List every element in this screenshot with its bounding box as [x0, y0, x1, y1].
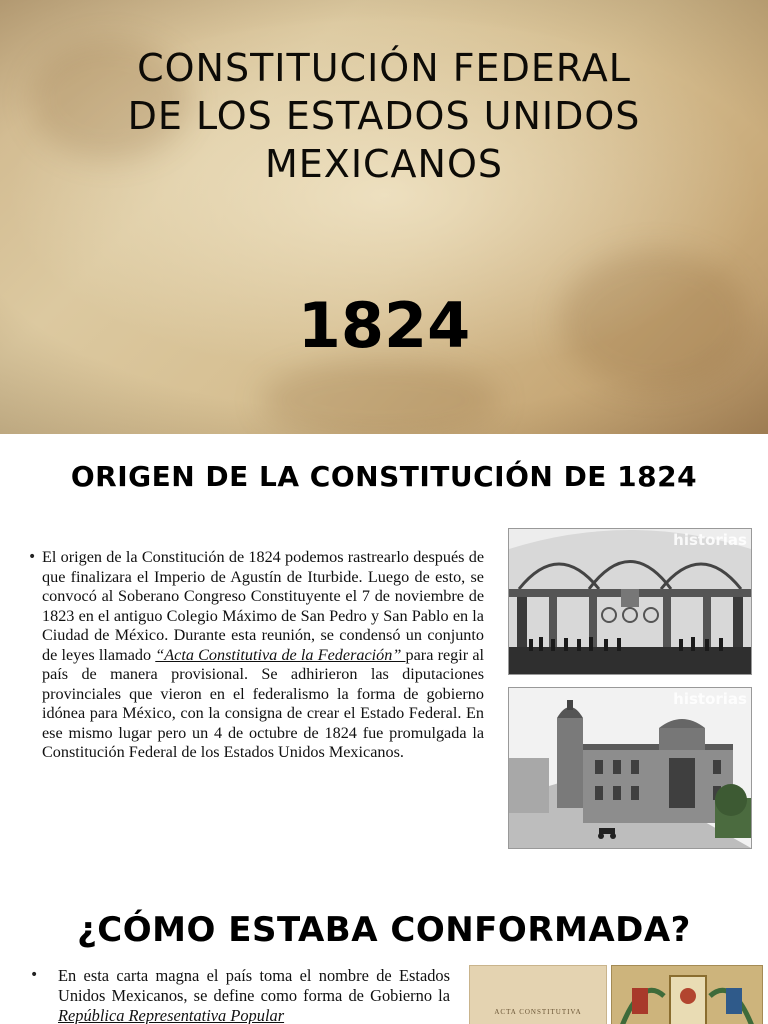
document-caption: ACTA CONSTITUTIVA — [494, 1008, 582, 1016]
image-watermark: historias — [673, 531, 747, 549]
title-slide — [0, 0, 768, 434]
republica-link[interactable]: República Representativa Popular — [58, 1006, 285, 1024]
origin-text-end: para regir al país de manera provisional. Se adhirieron las diputaciones provinciales que vieron en el federalismo la forma de gobierno idónea para México, con la consigna de crear el Estado Federal. En ese mismo lugar pero un 4 de octubre de 1824 fue promulgada la Constitución Federal de los Estados Unidos Mexicanos. — [42, 645, 485, 761]
composition-bullet — [30, 966, 450, 1024]
composition-heading: ¿CÓMO ESTABA CONFORMADA? — [77, 910, 691, 950]
coat-of-arms-illustration — [612, 966, 762, 1024]
parchment-stain — [260, 360, 500, 434]
origin-paragraph — [42, 548, 484, 763]
slide-title: CONSTITUCIÓN FEDERAL DE LOS ESTADOS UNIDOS MEXICANOS — [127, 46, 641, 186]
composition-text-start: En esta carta magna el país toma el nombre de Estados Unidos Mexicanos, se define como forma de Gobierno la — [58, 966, 450, 1005]
colegio-building-illustration — [509, 688, 751, 848]
origin-bullet — [28, 548, 484, 763]
acta-constitutiva-link[interactable]: “Acta Constitutiva de la Federación” — [155, 645, 406, 664]
composition-slide — [0, 874, 768, 1024]
slide-year: 1824 — [297, 289, 471, 362]
congress-hall-illustration — [509, 529, 751, 674]
image-watermark: historias — [673, 690, 747, 708]
colegio-building-image — [508, 687, 752, 849]
bullet-icon: • — [30, 967, 39, 983]
congress-hall-image — [508, 528, 752, 675]
composition-paragraph — [58, 966, 450, 1024]
bullet-icon: • — [28, 549, 37, 565]
origin-slide — [0, 434, 768, 874]
acta-document-image — [469, 965, 607, 1024]
coat-of-arms-image — [611, 965, 763, 1024]
origin-heading: ORIGEN DE LA CONSTITUCIÓN DE 1824 — [70, 460, 698, 493]
origin-text-start: El origen de la Constitución de 1824 podemos rastrearlo después de que finalizara el Imperio de Agustín de Iturbide. Luego de esto, se convocó al Soberano Congreso Constituyente el 7 de noviembre de 1823 en el antiguo Colegio Máximo de San Pedro y San Pablo en la Ciudad de México. Durante esta reunión, se condensó un conjunto de leyes llamado — [42, 548, 484, 664]
